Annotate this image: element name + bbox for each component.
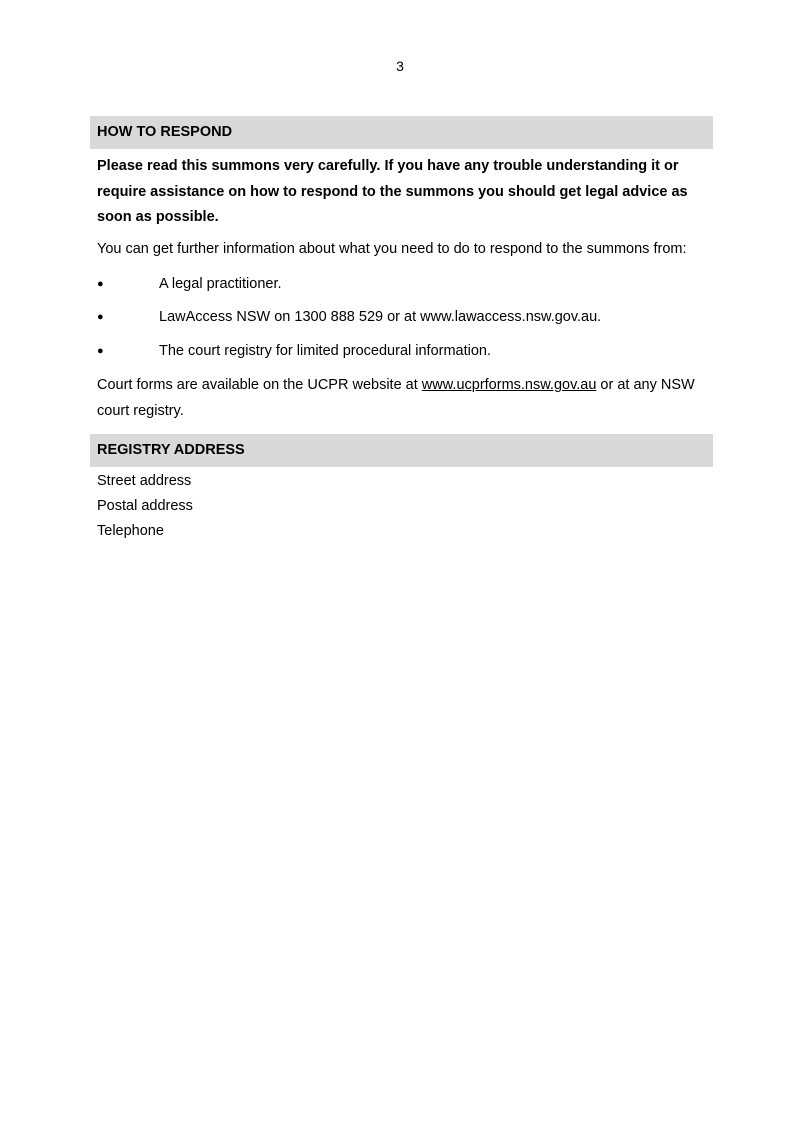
bullet-icon: ● [97,345,104,357]
bullet-icon: ● [97,278,104,290]
ucpr-forms-link[interactable]: www.ucprforms.nsw.gov.au [421,377,597,393]
forms-prefix-text: Court forms are available on the UCPR website at [97,377,422,393]
forms-suffix-text: or at any NSW court registry. [97,377,695,419]
bullet-text: LawAccess NSW on 1300 888 529 or at www.lawaccess.nsw.gov.au. [159,309,602,325]
further-info-paragraph: You can get further information about what you need to do to respond to the summons from: [97,241,687,257]
registry-address-heading: REGISTRY ADDRESS [90,434,713,467]
street-address-label: Street address [97,473,192,489]
respond-intro-paragraph: Please read this summons very carefully. If you have any trouble understanding it or require assistance on how to respond to the summons you should get legal advice as soon as possible. [97,158,688,225]
postal-address-label: Postal address [97,498,193,514]
how-to-respond-heading: HOW TO RESPOND [90,116,713,149]
bullet-text: The court registry for limited procedural information. [159,343,492,359]
bullet-icon: ● [97,311,104,323]
court-forms-paragraph [97,372,709,424]
telephone-label: Telephone [97,523,164,539]
page-number: 3 [396,58,404,74]
bullet-text: A legal practitioner. [159,276,282,292]
